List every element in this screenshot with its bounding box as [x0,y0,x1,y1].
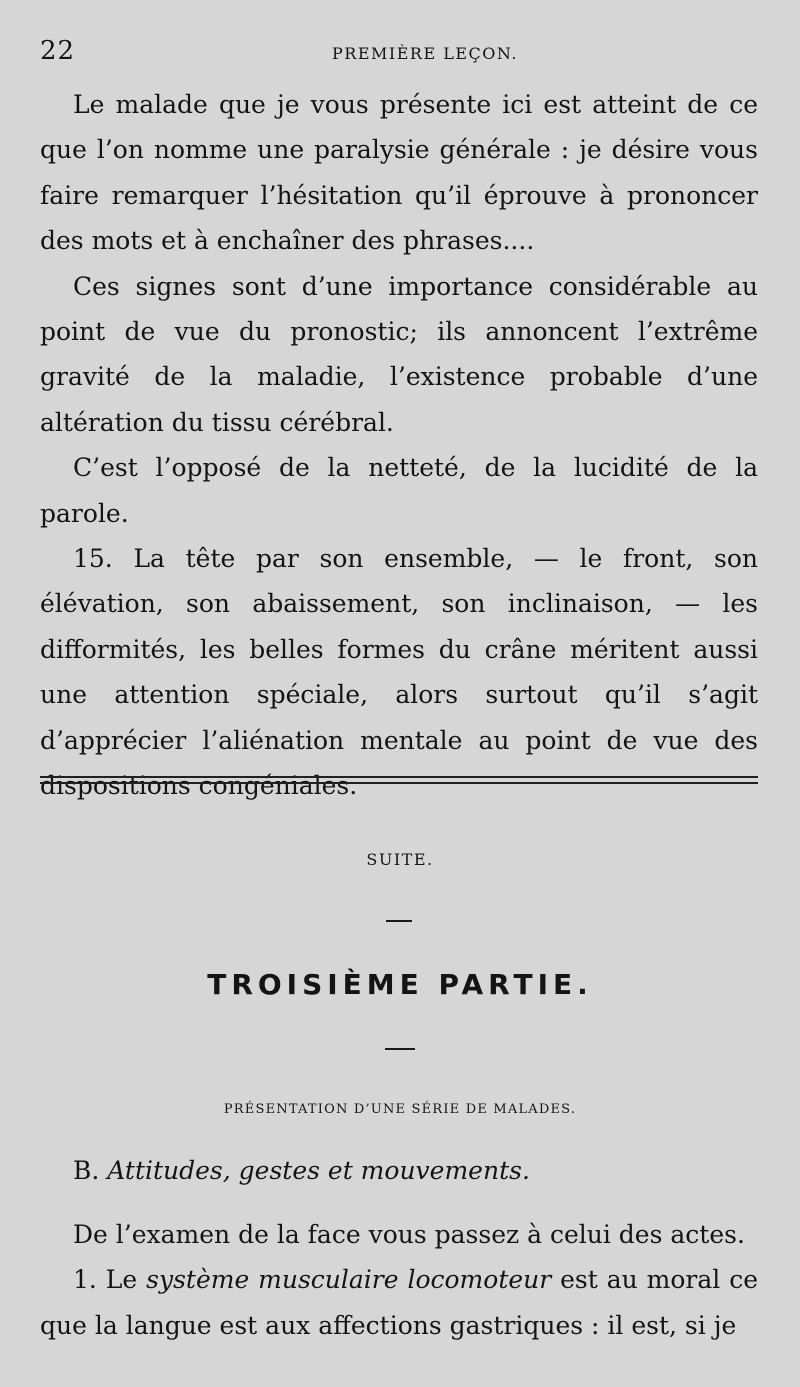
italic-term: système musculaire locomoteur [146,1265,552,1295]
paragraph-lead: 1. Le [73,1265,147,1295]
page-number: 22 [40,36,76,66]
paragraph: C’est l’opposé de la netteté, de la lucidité de la parole. [40,453,758,528]
body-text-bottom [40,1212,758,1348]
paragraph: Ces signes sont d’une importance considérable au point de vue du pronostic; ils annoncent l’extrême gravité de la maladie, l’existence probable d’une altération du tissu cérébral. [40,271,758,437]
section-heading [73,1156,530,1185]
paragraph [40,1257,758,1348]
part-title: TROISIÈME PARTIE. [207,968,593,1001]
part-subtitle: PRÉSENTATION D’UNE SÉRIE DE MALADES. [223,1102,577,1117]
suite-label: SUITE. [366,850,434,869]
running-title: PREMIÈRE LEÇON. [332,44,518,63]
double-rule-divider [40,776,758,784]
paragraph: 15. La tête par son ensemble, — le front, son élévation, son abaissement, son inclinaison, — les difformités, les belles formes du crâne méritent aussi une attention spéciale, alors surtout qu’il s’agit d’apprécier l’aliénation mentale au point de vue des dispositions congéniales. [40,544,758,801]
body-text-top [40,82,758,809]
page-header [40,36,760,70]
section-letter: B. [73,1156,100,1185]
short-rule [386,920,412,922]
section-title: Attitudes, gestes et mouvements. [107,1156,530,1185]
short-rule [385,1048,415,1050]
paragraph: Le malade que je vous présente ici est atteint de ce que l’on nomme une paralysie générale : je désire vous faire remarquer l’hésitation qu’il éprouve à prononcer des mots et à enchaîner des phrases.... [40,90,758,256]
paragraph-rest: est au moral ce que la langue est aux affections gastriques : il est, si je [40,1265,758,1340]
paragraph: De l’examen de la face vous passez à celui des actes. [73,1220,745,1249]
